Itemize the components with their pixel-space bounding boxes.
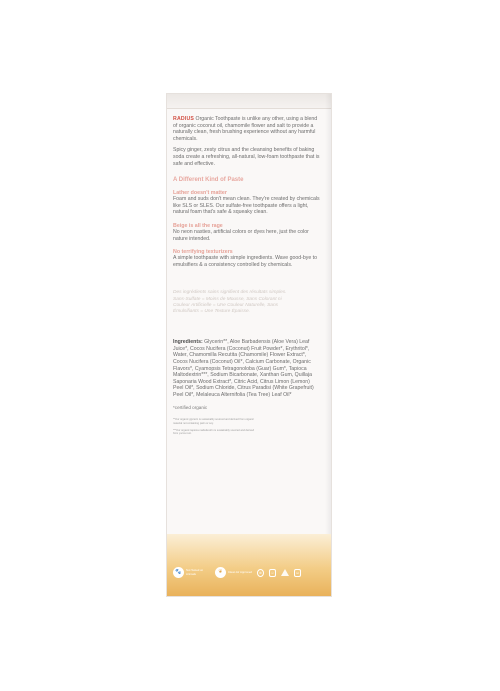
panel-content [173, 116, 321, 436]
box-top-flap [167, 94, 331, 109]
badge-label-cruelty-free: Not Tested on Animals [186, 568, 204, 576]
subheading-lather: Lather doesn't matter [173, 190, 227, 197]
product-box-panel [166, 93, 332, 597]
ingredients-block [173, 339, 321, 436]
footnote-tapioca: ***Our organic tapioca maltodextrin is sustainably sourced and derived from yucca root. [173, 429, 255, 436]
box-edge-shade [325, 94, 331, 596]
ingredients-text: Glycerin**, Aloe Barbadensis (Aloe Vera) Leaf Juice*, Cocos Nucifera (Coconut) Fruit Powder*, Erythritol*, Water, Chamomilla Recutita (Chamomile) Flower Extract*, Cocos Nucifera (Coconut) Oil*, Calcium Carbonate, Organic Flavors*, Cyamopsis Tetragonoloba (Guar) Gum*, Tapioca Maltodextrin***, Sodium Bicarbonate, Xanthan Gum, Quillaja Saponaria Wood Extract*, Citric Acid, Citrus Limon (Lemon) Peel Oil*, Sodium Chloride, Citrus Paradisi (White Grapefruit) Peel Oil*, Melaleuca Alternifolia (Tea Tree) Leaf Oil* [173, 339, 314, 398]
paw-icon: 🐾 [173, 567, 184, 578]
ingredients-list [173, 339, 321, 398]
intro-paragraph-2: Spicy ginger, zesty citrus and the cleansing benefits of baking soda create a refreshing, all-natural, low-foam toothpaste that is safe and effective. [173, 147, 320, 167]
body-lather: Foam and suds don't mean clean. They're created by chemicals like SLS or SLES. Our sulfate-free toothpaste offers a light, natural foam that's safe & squeaky clean. [173, 196, 320, 216]
ingredients-label: Ingredients: [173, 339, 203, 346]
french-text: Des ingrédients sains signifient des résultats simples. Sans-Sulfate = Moins de Mousse, Sans Colorant ni Couleur Artificielle = Une Couleur Naturelle, Sans Émulsifiants = Une Texture Épaisse. [173, 290, 287, 314]
footnote-glycerin: **Our organic glycerin is sustainably sourced and derived from organic material not containing palm or soy. [173, 418, 254, 425]
leaf-icon: ❦ [215, 567, 226, 578]
recycle-triangle-icon [281, 569, 289, 576]
certification-icons [173, 567, 301, 578]
recycle-icon: ♻ [257, 569, 264, 577]
recycle-box-icon: ♲ [269, 569, 276, 577]
brand-name: RADIUS [173, 116, 195, 122]
badge-label-clean-air: Clean Air Approved [228, 569, 252, 574]
bin-icon: ⊟ [294, 569, 301, 577]
body-beige: No neon nasties, artificial colors or dyes here, just the color nature intended. [173, 228, 309, 242]
subheading-beige: Beige is all the rage [173, 222, 223, 229]
intro-paragraph [173, 116, 321, 142]
certified-organic-note: *certified organic [173, 405, 208, 411]
section-title: A Different Kind of Paste [173, 177, 244, 184]
body-texturizers: A simple toothpaste with simple ingredients. Wave good-bye to emulsifiers & a consistency controlled by chemicals. [173, 255, 317, 268]
subheading-texturizers: No terrifying texturizers [173, 249, 233, 256]
bottom-color-band [167, 534, 331, 596]
intro-text: Organic Toothpaste is unlike any other, using a blend of organic coconut oil, chamomile flower and salt to provide a naturally clean, fresh brushing experience without any harmful chemicals. [173, 116, 318, 142]
